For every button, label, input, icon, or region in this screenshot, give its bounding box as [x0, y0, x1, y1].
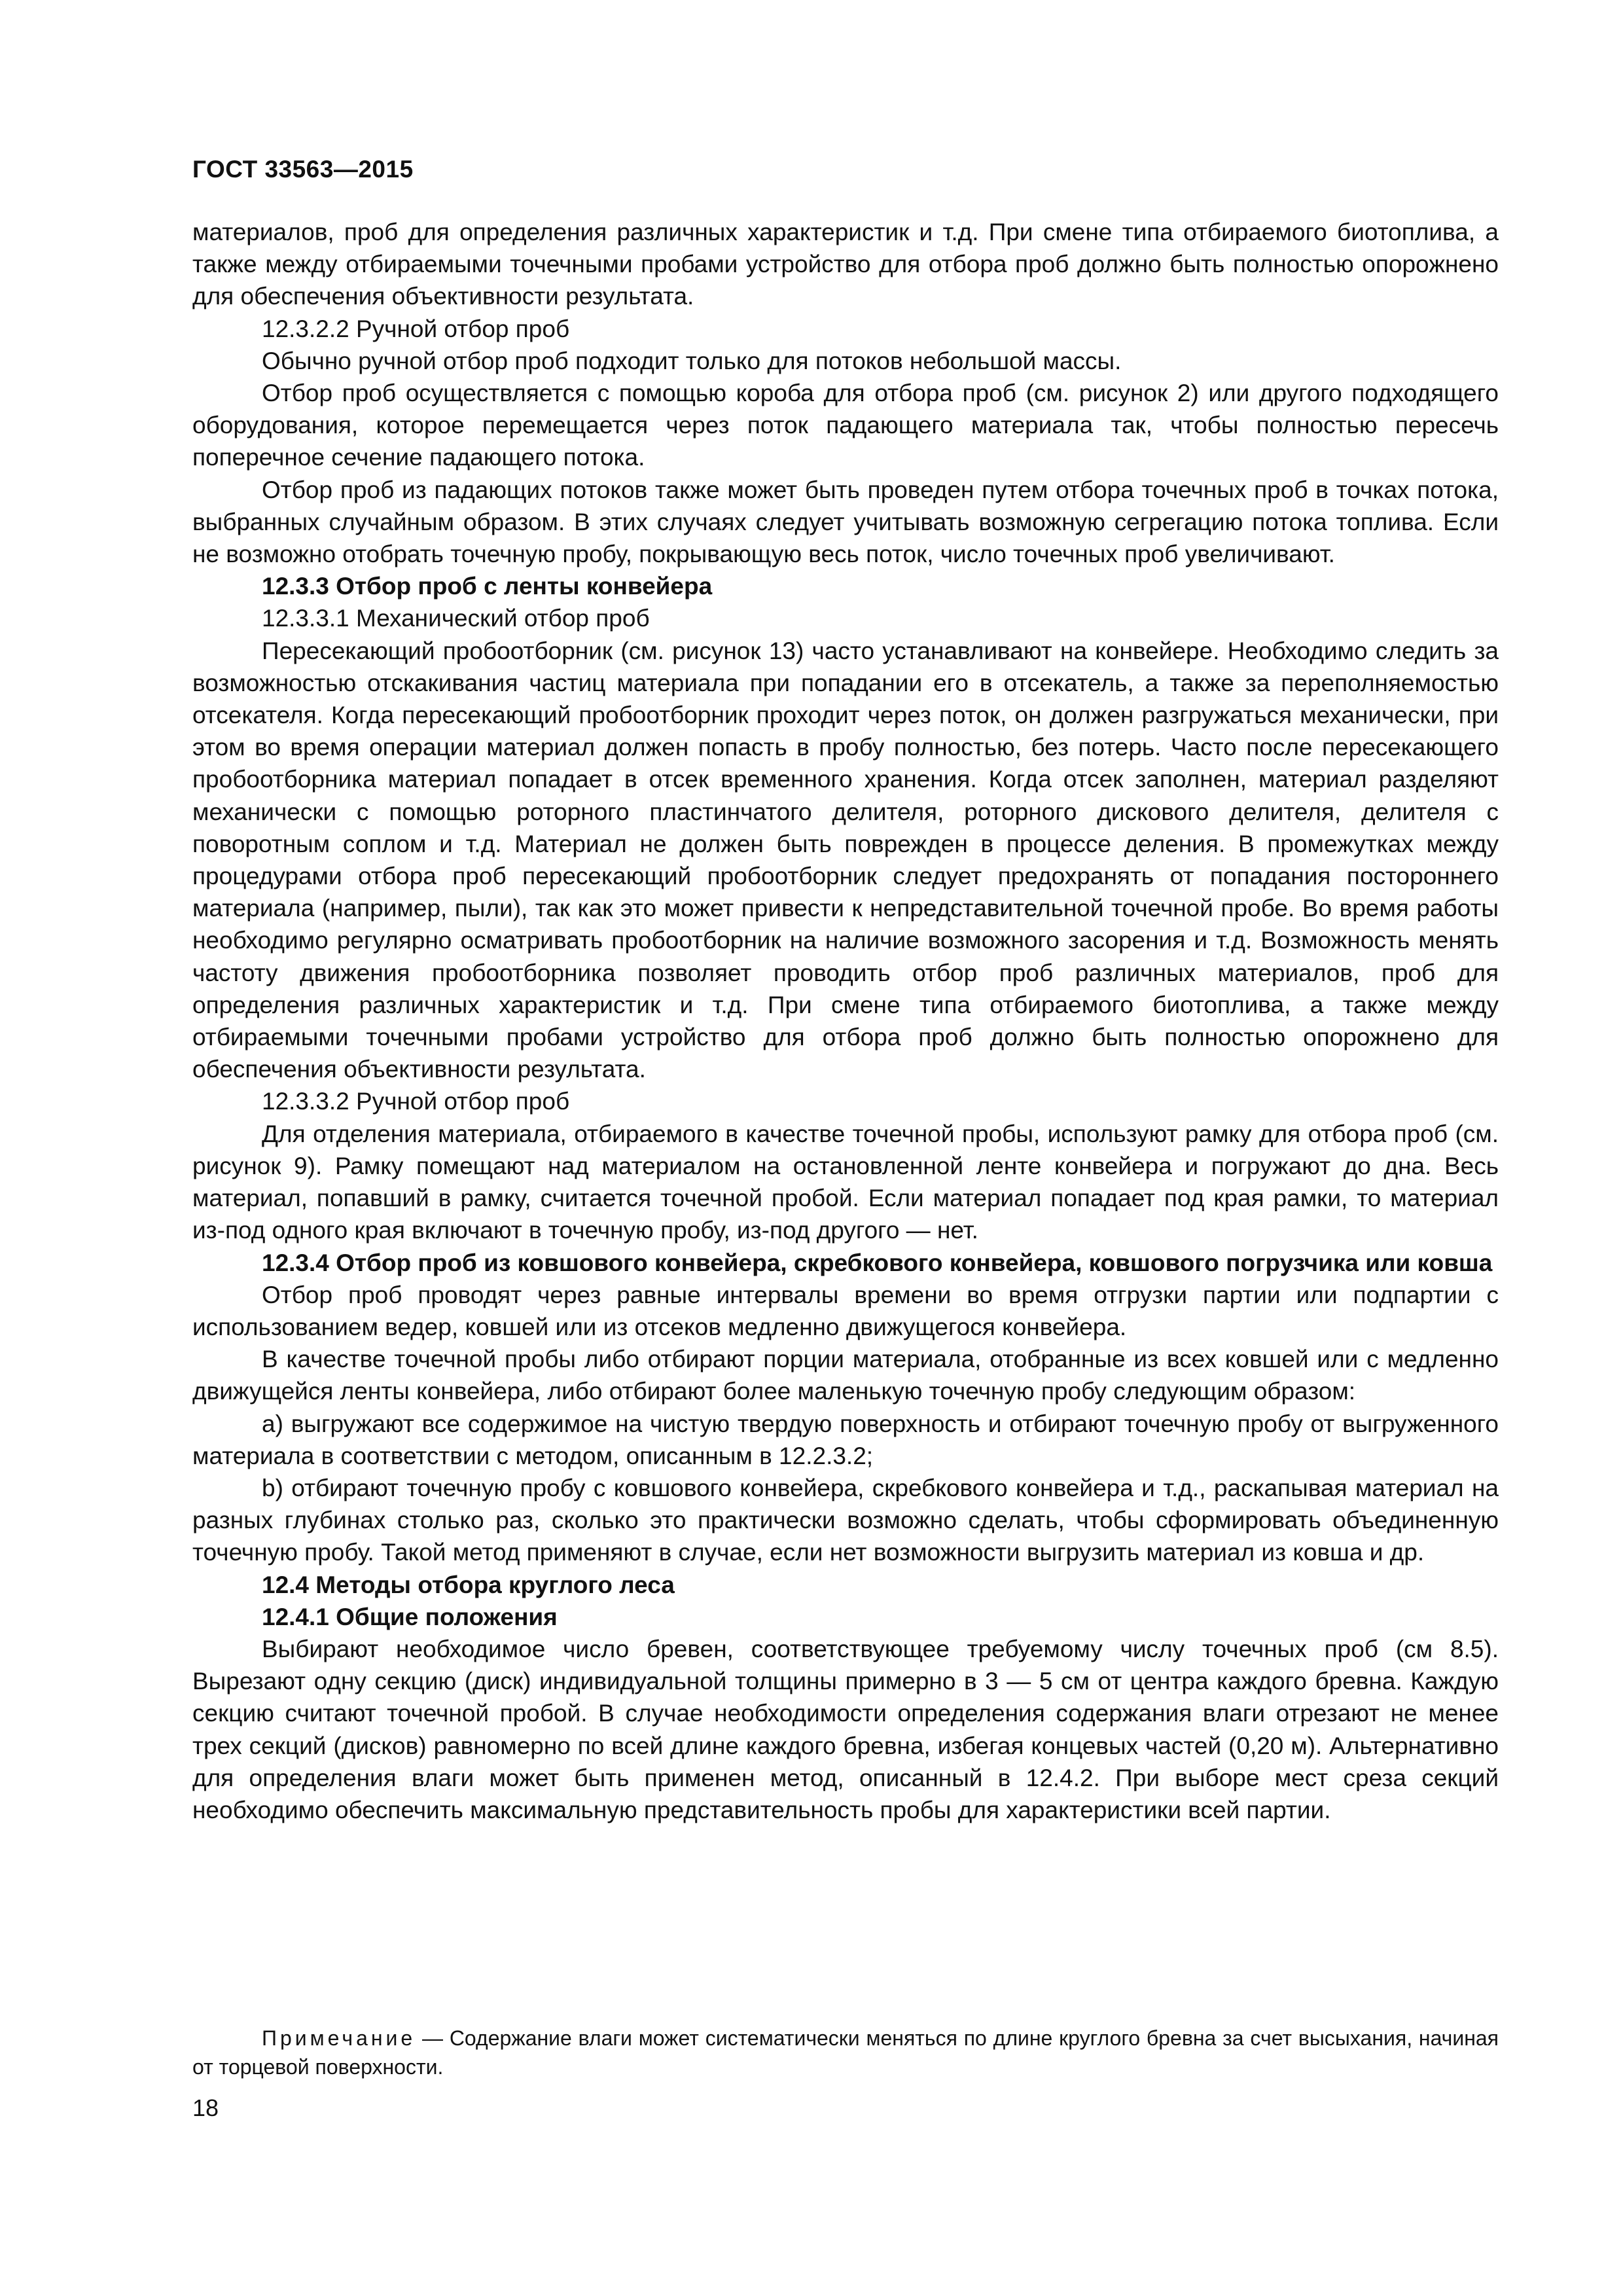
list-item-b: b) отбирают точечную пробу с ковшового конвейера, скребкового конвейера и т.д., раскапывая материал на разных глубинах столько раз, сколько это практически возможно сделать, чтобы сформировать объединенную точечную пробу. Такой метод применяют в случае, если нет возможности выгрузить материал из ковша и др. — [192, 1474, 1499, 1566]
section-heading-12-4: 12.4 Методы отбора круглого леса — [262, 1571, 675, 1598]
section-heading-12-3-4: 12.3.4 Отбор проб из ковшового конвейера, скребкового конвейера, ковшового погрузчика или ковша — [262, 1249, 1493, 1276]
list-item-a: a) выгружают все содержимое на чистую твердую поверхность и отбирают точечную пробу от выгруженного материала в соответствии с методом, описанным в 12.2.3.2; — [192, 1410, 1499, 1469]
paragraph: Выбирают необходимое число бревен, соответствующее требуемому числу точечных проб (см 8.5). Вырезают одну секцию (диск) индивидуальной толщины примерно в 3 — 5 см от центра каждого бревна. Каждую секцию считают точечной пробой. В случае необходимости определения содержания влаги отрезают не менее трех секций (дисков) равномерно по всей длине каждого бревна, избегая концевых частей (0,20 м). Альтернативно для определения влаги может быть применен метод, описанный в 12.4.2. При выборе мест среза секций необходимо обеспечить максимальную представительность пробы для характеристики всей партии. — [192, 1635, 1499, 1823]
paragraph: Отбор проб осуществляется с помощью короба для отбора проб (см. рисунок 2) или другого подходящего оборудования, которое перемещается через поток падающего материала так, чтобы полностью пересечь поперечное сечение падающего потока. — [192, 380, 1499, 471]
subsection-heading-12-3-3-2: 12.3.3.2 Ручной отбор проб — [262, 1088, 570, 1115]
paragraph: Обычно ручной отбор проб подходит только для потоков небольшой массы. — [262, 347, 1122, 374]
subsection-heading-12-3-3-1: 12.3.3.1 Механический отбор проб — [262, 605, 650, 632]
page-number: 18 — [192, 2094, 219, 2121]
document-body — [192, 216, 1499, 1826]
section-heading-12-4-1: 12.4.1 Общие положения — [262, 1603, 558, 1630]
paragraph: В качестве точечной пробы либо отбирают порции материала, отобранные из всех ковшей или с медленно движущейся ленты конвейера, либо отбирают более маленькую точечную пробу следующим образом: — [192, 1346, 1499, 1405]
section-heading-12-3-3: 12.3.3 Отбор проб с ленты конвейера — [262, 573, 713, 600]
note-text: — Содержание влаги может систематически меняться по длине круглого бревна за счет высыхания, начиная от торцевой поверхности. — [192, 2026, 1499, 2079]
paragraph: Отбор проб из падающих потоков также может быть проведен путем отбора точечных проб в точках потока, выбранных случайным образом. В этих случаях следует учитывать возможную сегрегацию потока топлива. Если не возможно отобрать точечную пробу, покрывающую весь поток, число точечных проб увеличивают. — [192, 476, 1499, 568]
document-header: ГОСТ 33563—2015 — [192, 156, 414, 183]
subsection-heading-12-3-2-2: 12.3.2.2 Ручной отбор проб — [262, 315, 570, 342]
paragraph: Пересекающий пробоотборник (см. рисунок 13) часто устанавливают на конвейере. Необходимо следить за возможностью отскакивания частиц материала при попадании его в отсекатель, а также за переполняемостью отсекателя. Когда пересекающий пробоотборник проходит через поток, он должен разгружаться механически, при этом во время операции материал должен попасть в пробу полностью, без потерь. Часто после пересекающего пробоотборника материал попадает в отсек временного хранения. Когда отсек заполнен, материал разделяют механически с помощью роторного пластинчатого делителя, роторного дискового делителя, делителя с поворотным соплом и т.д. Материал не должен быть поврежден в процессе деления. В промежутках между процедурами отбора проб пересекающий пробоотборник следует предохранять от попадания постороннего материала (например, пыли), так как это может привести к непредставительной точечной пробе. Во время работы необходимо регулярно осматривать пробоотборник на наличие возможного засорения и т.д. Возможность менять частоту движения пробоотборника позволяет проводить отбор проб различных материалов, проб для определения различных характеристик и т.д. При смене типа отбираемого биотоплива, а также между отбираемыми точечными пробами устройство для отбора проб должно быть полностью опорожнено для обеспечения объективности результата. — [192, 637, 1499, 1083]
note — [192, 2024, 1499, 2081]
paragraph-continuation: материалов, проб для определения различных характеристик и т.д. При смене типа отбираемого биотоплива, а также между отбираемыми точечными пробами устройство для отбора проб должно быть полностью опорожнено для обеспечения объективности результата. — [192, 219, 1499, 310]
paragraph: Для отделения материала, отбираемого в качестве точечной пробы, используют рамку для отбора проб (см. рисунок 9). Рамку помещают над материалом на остановленной ленте конвейера и погружают до дна. Весь материал, попавший в рамку, считается точечной пробой. Если материал попадает под края рамки, то материал из-под одного края включают в точечную пробу, из-под другого — нет. — [192, 1120, 1499, 1244]
note-label: Примечание — [262, 2026, 416, 2050]
paragraph: Отбор проб проводят через равные интервалы времени во время отгрузки партии или подпартии с использованием ведер, ковшей или из отсеков медленно движущегося конвейера. — [192, 1281, 1499, 1340]
